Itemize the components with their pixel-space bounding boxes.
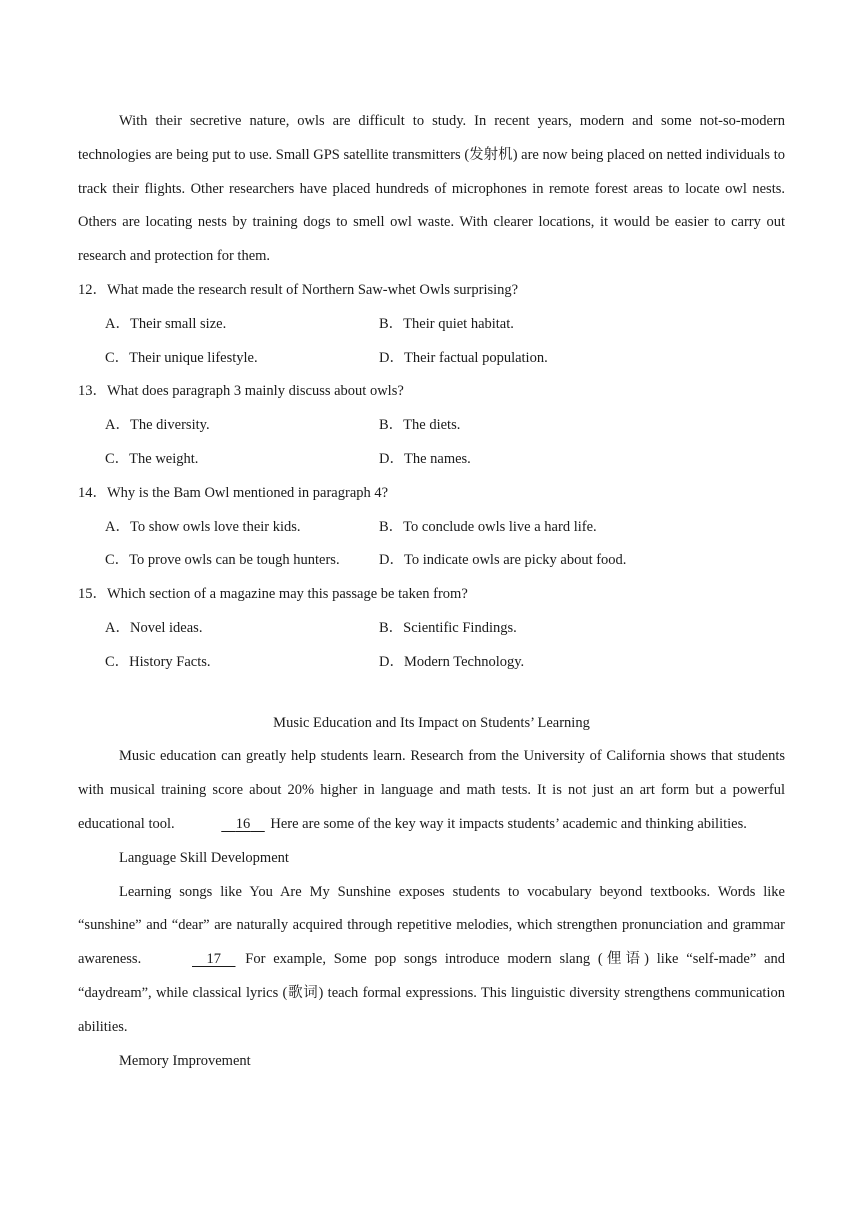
option-b: B．To conclude owls live a hard life. bbox=[379, 518, 597, 535]
option-a: A．Their small size. bbox=[105, 315, 227, 332]
option-d: D．Their factual population. bbox=[379, 349, 548, 366]
owl-paragraph: With their secretive nature, owls are difficult to study. In recent years, modern and some not-so-modern technologies are being put to use. Small GPS satellite transmitters (发射机) are now being placed on netted individuals to track their flights. Other researchers have placed hundreds of microphones in remote forest areas to locate owl nests. Others are locating nests by training dogs to smell owl waste. With clearer locations, it would be easier to carry out research and protection for them. bbox=[78, 113, 785, 265]
option-b: B．The diets. bbox=[379, 417, 461, 434]
question-stem: 12．What made the research result of Northern Saw-whet Owls surprising? bbox=[78, 281, 519, 298]
option-c: C．To prove owls can be tough hunters. bbox=[105, 552, 340, 569]
question-stem: 13．What does paragraph 3 mainly discuss about owls? bbox=[78, 383, 404, 400]
option-b: B．Their quiet habitat. bbox=[379, 315, 514, 332]
question-14 bbox=[78, 477, 785, 578]
option-c: C．Their unique lifestyle. bbox=[105, 349, 258, 366]
question-13 bbox=[78, 375, 785, 476]
option-d: D．The names. bbox=[379, 450, 471, 467]
section-heading: Language Skill Development bbox=[119, 849, 289, 866]
blank-number: 16 bbox=[235, 815, 251, 832]
option-d: D．Modern Technology. bbox=[379, 653, 525, 670]
question-stem: 14．Why is the Bam Owl mentioned in paragraph 4? bbox=[78, 484, 389, 501]
blank-17 bbox=[149, 943, 238, 977]
section-gap bbox=[78, 680, 785, 707]
question-stem: 15．Which section of a magazine may this passage be taken from? bbox=[78, 586, 468, 603]
paragraph-text: Music education can greatly help students learn. Research from the University of California shows that students with musical training score about 20% higher in language and math tests. It is not just an art form but a powerful educational tool. bbox=[78, 748, 785, 832]
option-a: A．Novel ideas. bbox=[105, 619, 203, 636]
question-15 bbox=[78, 578, 785, 679]
option-a: A．The diversity. bbox=[105, 417, 210, 434]
option-a: A．To show owls love their kids. bbox=[105, 518, 301, 535]
music-paragraph-2 bbox=[78, 876, 785, 1045]
blank-16 bbox=[178, 808, 267, 842]
option-c: C．The weight. bbox=[105, 450, 199, 467]
paragraph-text: For example, Some pop songs introduce modern slang (俚语) like “self-made” and “daydream”, while classical lyrics (歌词) teach formal expressions. This linguistic diversity strengthens communication abilities. bbox=[78, 951, 786, 1035]
option-b: B．Scientific Findings. bbox=[379, 619, 517, 636]
question-12 bbox=[78, 274, 785, 375]
option-c: C．History Facts. bbox=[105, 653, 211, 670]
option-d: D．To indicate owls are picky about food. bbox=[379, 552, 627, 569]
paragraph-text: Here are some of the key way it impacts students’ academic and thinking abilities. bbox=[270, 815, 747, 832]
blank-number: 17 bbox=[206, 951, 221, 968]
section-heading: Memory Improvement bbox=[119, 1052, 251, 1069]
document-page bbox=[78, 105, 785, 1078]
music-paragraph-1 bbox=[78, 740, 785, 841]
passage-title: Music Education and Its Impact on Students’ Learning bbox=[273, 714, 590, 731]
paragraph-text: Learning songs like You Are My Sunshine exposes students to vocabulary beyond textbooks. Words like “sunshine” and “dear” are naturally acquired through repetitive melodies, which strengthen pronunciation and grammar awareness. bbox=[78, 883, 785, 968]
